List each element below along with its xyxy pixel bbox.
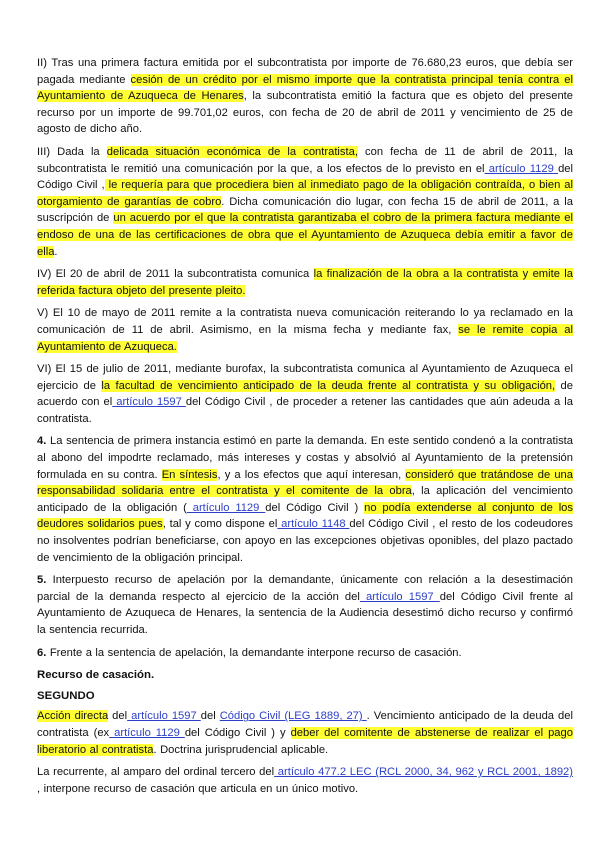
text: III) Dada la xyxy=(37,145,107,158)
link-articulo-477-lec[interactable]: artículo 477.2 LEC (RCL 2000, 34, 962 y RCL 2001, 1892) xyxy=(274,766,573,779)
text: IV) El 20 de abril de 2011 la subcontratista comunica xyxy=(37,268,314,281)
text: . Dicha comunicación dio lugar, con fecha 15 de abril de 2011, a la suscripción de xyxy=(37,195,573,225)
highlighted-text: la facultad de vencimiento anticipado de la deuda frente al contratista y su obligación, xyxy=(101,379,556,392)
paragraph-number: 4. xyxy=(37,435,47,448)
text: , interpone recurso de casación que articula en un único motivo. xyxy=(37,782,359,795)
text: La sentencia de primera instancia estimó en parte la demanda. En este sentido condenó a la contratista al abono del impodrte reclamado, más intereses y costas y absolvió al Ayuntamiento de la pretensión formulada en su contra. xyxy=(37,435,573,481)
link-codigo-civil[interactable]: Código Civil (LEG 1889, 27) xyxy=(219,710,367,723)
text: del Código Civil ) xyxy=(265,501,365,514)
text: Frente a la sentencia de apelación, la demandante interpone recurso de casación. xyxy=(46,646,462,659)
text: , tal y como dispone el xyxy=(162,518,278,531)
paragraph-segundo-summary xyxy=(37,708,573,758)
highlighted-text: la finalización de la obra a la contratista y emite la referida factura objeto del presente pleito. xyxy=(37,268,573,297)
text: II) Tras una primera factura emitida por el subcontratista por importe de 76.680,23 euros, que debía ser pagada mediante xyxy=(37,57,573,86)
text: del xyxy=(200,710,220,723)
paragraph-iii xyxy=(37,144,573,260)
text: del Código Civil , de proceder a retener las cantidades que aún adeuda a la contratista. xyxy=(37,396,573,425)
highlighted-text: le requería para que procediera bien al inmediato pago de la obligación contraída, o bien al otorgamiento de garantías de cobro xyxy=(37,179,573,208)
text: con fecha de 11 de abril de 2011, la subcontratista le remitió una comunicación por la que, a los efectos de lo previsto en el xyxy=(37,145,574,175)
section-heading-segundo: SEGUNDO xyxy=(37,689,95,702)
link-articulo-1597[interactable]: artículo 1597 xyxy=(112,396,186,409)
paragraph-vi xyxy=(37,361,573,427)
text: del Código Civil , xyxy=(37,162,573,192)
paragraph-segundo-recurrente xyxy=(37,764,573,797)
link-articulo-1597[interactable]: artículo 1597 xyxy=(359,590,440,603)
text: . xyxy=(54,245,58,258)
highlighted-text: Acción directa xyxy=(37,710,109,723)
highlighted-text: delicada situación económica de la contratista, xyxy=(106,145,358,158)
highlighted-text: cesión de un crédito por el mismo importe que la contratista principal tenía contra el Ayuntamiento de Azuqueca de Henares xyxy=(37,73,573,103)
section-heading-recurso: Recurso de casación. xyxy=(37,669,155,682)
link-articulo-1129[interactable]: artículo 1129 xyxy=(484,162,559,175)
document-page xyxy=(37,55,573,803)
paragraph-v xyxy=(37,305,573,355)
link-articulo-1129[interactable]: artículo 1129 xyxy=(186,501,266,514)
text: VI) El 15 de julio de 2011, mediante burofax, la subcontratista comunica al Ayuntamiento de Azuqueca el ejercicio de xyxy=(37,363,573,392)
text: del Código Civil ) y xyxy=(184,726,291,739)
text: del Código Civil , el resto de los codeudores no insolventes podrían beneficiarse, con apoyo en las excepciones objetivas oponibles, del plazo pactado de vencimiento de la obligación principal. xyxy=(37,518,574,564)
link-articulo-1148[interactable]: artículo 1148 xyxy=(277,518,350,531)
text: V) El 10 de mayo de 2011 remite a la contratista nueva comunicación reiterando lo ya reclamado en la comunicación de 11 de abril. Asimismo, en la misma fecha y mediante fax, xyxy=(37,307,573,336)
text: . Vencimiento anticipado de la deuda del contratista (ex xyxy=(37,710,573,739)
text: , la subcontratista emitió la factura que es objeto del presente recurso por un importe de 99.701,02 euros, con fecha de 20 de abril de 2011 y vencimiento de 25 de agosto de dicho año. xyxy=(37,90,573,136)
paragraph-4 xyxy=(37,433,573,566)
text: del Código Civil frente al Ayuntamiento de Azuqueca de Henares, la sentencia de la Audiencia desestimó dicho recurso y confirmó la sentencia recurrida. xyxy=(37,590,573,636)
highlighted-text: un acuerdo por el que la contratista garantizaba el cobro de la primera factura mediante el endoso de una de las certificaciones de obra que el Ayuntamiento de Azuqueca debía emitir a favor de ella xyxy=(37,212,573,258)
text: , la aplicación del vencimiento anticipado de la obligación ( xyxy=(37,485,574,514)
text: Interpuesto recurso de apelación por la demandante, únicamente con relación a la desestimación parcial de la demanda respecto al ejercicio de la acción del xyxy=(37,574,573,603)
paragraph-iv xyxy=(37,266,573,299)
paragraph-6 xyxy=(37,645,573,662)
paragraph-number: 6. xyxy=(37,646,47,659)
text: del xyxy=(108,710,128,723)
text: , y a los efectos que aquí interesan, xyxy=(217,468,406,481)
paragraph-ii xyxy=(37,55,573,138)
highlighted-text: se le remite copia al Ayuntamiento de Azuqueca. xyxy=(37,323,574,353)
text: La recurrente, al amparo del ordinal tercero del xyxy=(37,766,275,779)
link-articulo-1129[interactable]: artículo 1129 xyxy=(109,726,185,739)
paragraph-5 xyxy=(37,572,573,638)
highlighted-text: no podía extenderse al conjunto de los deudores solidarios pues xyxy=(37,501,573,531)
text: . Doctrina jurisprudencial aplicable. xyxy=(153,743,329,756)
highlighted-text: consideró que tratándose de una responsabilidad solidaria entre el contratista y el comitente de la obra xyxy=(37,468,573,498)
link-articulo-1597[interactable]: artículo 1597 xyxy=(127,710,201,723)
highlighted-text: deber del comitente de abstenerse de realizar el pago liberatorio al contratista xyxy=(37,726,573,756)
highlighted-text: En síntesis xyxy=(161,468,218,481)
text: de acuerdo con el xyxy=(37,379,574,409)
paragraph-number: 5. xyxy=(37,574,47,587)
